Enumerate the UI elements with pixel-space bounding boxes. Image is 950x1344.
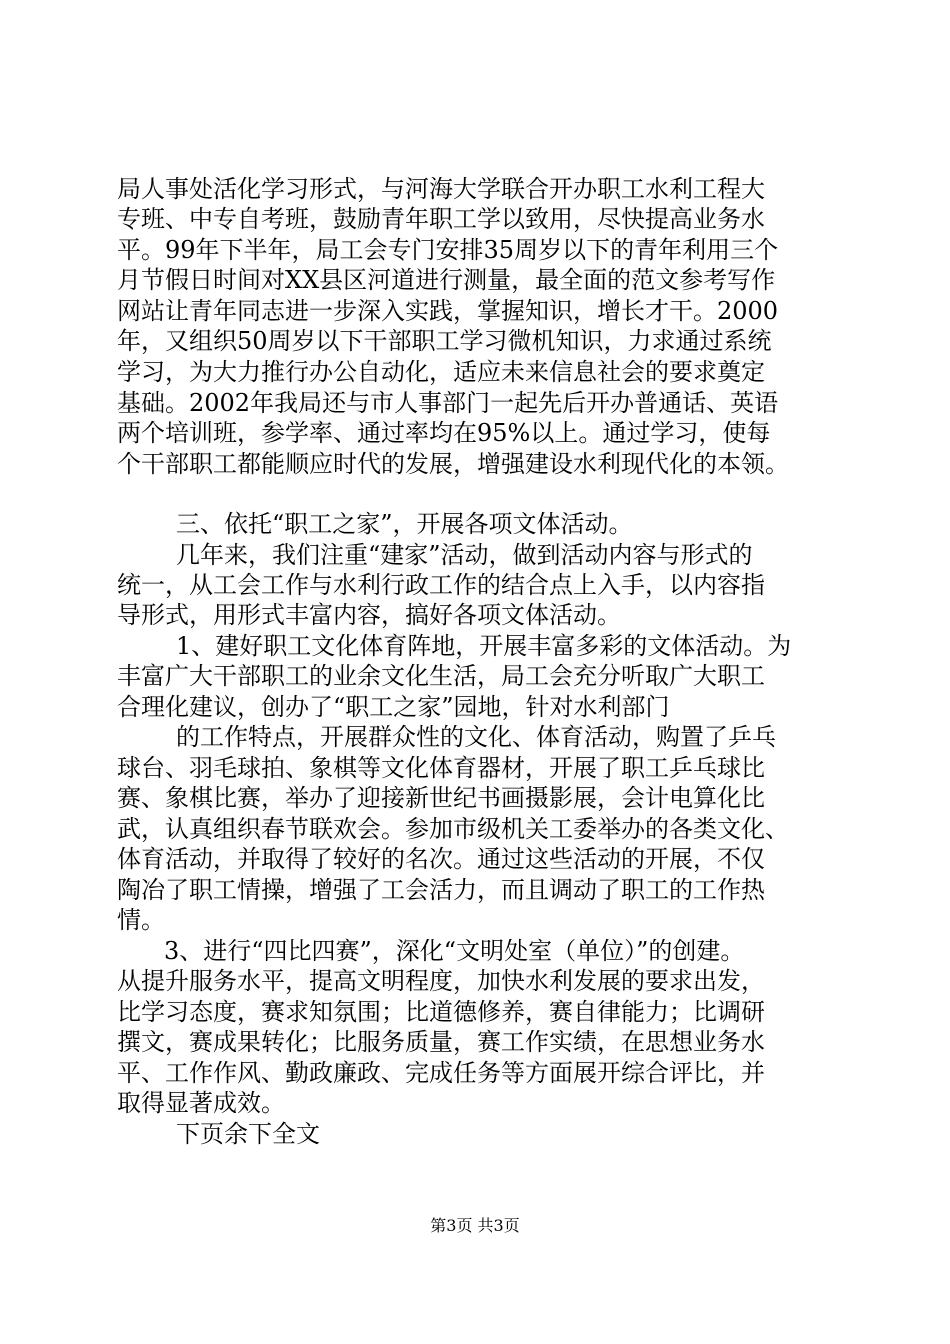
body-line-19: 球台、羽毛球拍、象棋等文化体育器材，开展了职工乒乓球比 [117, 754, 765, 782]
body-line-16: 丰富广大干部职工的业余文化生活，局工会充分听取广大职工 [117, 662, 765, 690]
body-line-2: 专班、中专自考班，鼓励青年职工学以致用，尽快提高业务水 [117, 205, 765, 233]
body-line-12: 几年来，我们注重“建家”活动，做到活动内容与形式的 [176, 541, 753, 569]
body-line-21: 武，认真组织春节联欢会。参加市级机关工委举办的各类文化、 [117, 815, 789, 843]
body-line-28: 撰文，赛成果转化；比服务质量，赛工作实绩，在思想业务水 [117, 1028, 765, 1056]
body-line-27: 比学习态度，赛求知氛围；比道德修养，赛自律能力；比调研 [117, 998, 765, 1026]
page-number-footer: 第3页 共3页 [430, 1216, 520, 1235]
body-line-20: 赛、象棋比赛，举办了迎接新世纪书画摄影展，会计电算化比 [117, 784, 765, 812]
body-line-22: 体育活动，并取得了较好的名次。通过这些活动的开展，不仅 [117, 845, 765, 873]
body-line-25: 3、进行“四比四赛”，深化“文明处室（单位）”的创建。 [164, 937, 745, 965]
body-line-4: 月节假日时间对XX县区河道进行测量，最全面的范文参考写作 [117, 266, 776, 294]
body-line-3: 平。99年下半年，局工会专门安排35周岁以下的青年利用三个 [117, 236, 779, 264]
body-line-29: 平、工作作风、勤政廉政、完成任务等方面展开综合评比，并 [117, 1059, 765, 1087]
body-line-26: 从提升服务水平，提高文明程度，加快水利发展的要求出发， [117, 967, 765, 995]
body-line-9: 两个培训班，参学率、通过率均在95%以上。通过学习，使每 [117, 419, 771, 447]
body-line-8: 基础。2002年我局还与市人事部门一起先后开办普通话、英语 [117, 389, 779, 417]
body-line-7: 学习，为大力推行办公自动化，适应未来信息社会的要求奠定 [117, 358, 765, 386]
body-line-14: 导形式，用形式丰富内容，搞好各项文体活动。 [117, 601, 621, 629]
section-heading: 三、依托“职工之家”，开展各项文体活动。 [176, 510, 633, 538]
body-line-5: 网站让青年同志进一步深入实践，掌握知识，增长才干。2000 [117, 297, 779, 325]
body-line-23: 陶冶了职工情操，增强了工会活力，而且调动了职工的工作热 [117, 876, 765, 904]
body-line-1: 局人事处活化学习形式，与河海大学联合开办职工水利工程大 [117, 175, 765, 203]
body-line-24: 情。 [117, 906, 165, 934]
body-line-18: 的工作特点，开展群众性的文化、体育活动，购置了乒乓 [176, 723, 776, 751]
body-line-30: 取得显著成效。 [117, 1089, 285, 1117]
body-line-13: 统一，从工会工作与水利行政工作的结合点上入手，以内容指 [117, 571, 765, 599]
body-line-6: 年，又组织50周岁以下干部职工学习微机知识，力求通过系统 [117, 327, 772, 355]
body-line-10: 个干部职工都能顺应时代的发展，增强建设水利现代化的本领。 [117, 450, 789, 478]
body-line-15: 1、建好职工文化体育阵地，开展丰富多彩的文体活动。为 [176, 632, 792, 660]
body-line-17: 合理化建议，创办了“职工之家”园地，针对水利部门 [117, 693, 670, 721]
continue-note: 下页余下全文 [176, 1120, 320, 1148]
